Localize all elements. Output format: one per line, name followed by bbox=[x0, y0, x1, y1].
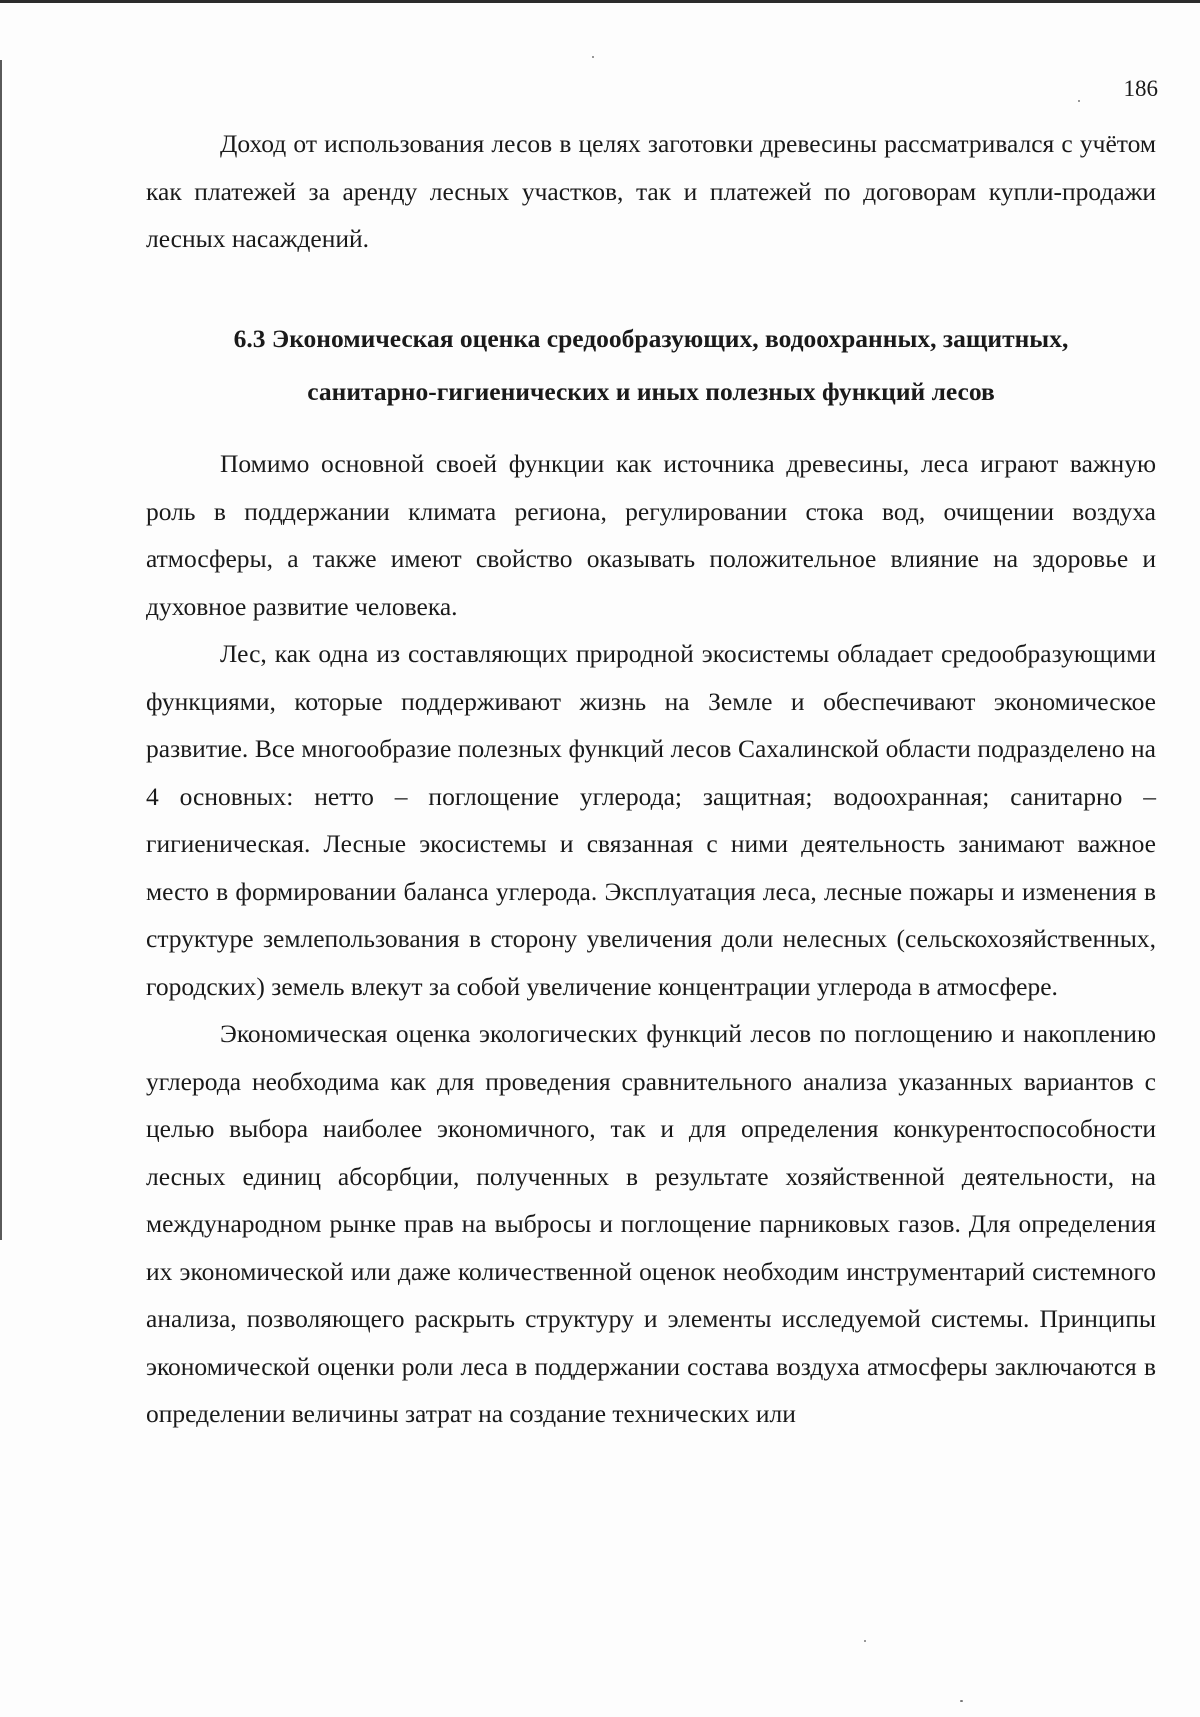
section-heading-line-2: санитарно-гигиенических и иных полезных функций лесов bbox=[307, 377, 995, 406]
body-text-block bbox=[146, 440, 1156, 1438]
body-paragraph-3: Экономическая оценка экологических функций лесов по поглощению и накоплению углерода необходима как для проведения сравнительного анализа указанных вариантов с целью выбора наиболее экономичного, так и для определения конкурентоспособности лесных единиц абсорбции, полученных в результате хозяйственной деятельности, на международном рынке прав на выбросы и поглощение парниковых газов. Для определения их экономической или даже количественной оценок необходим инструментарий системного анализа, позволяющего раскрыть структуру и элементы исследуемой системы. Принципы экономической оценки роли леса в поддержании состава воздуха атмосферы заключаются в определении величины затрат на создание технических или bbox=[146, 1019, 1156, 1428]
body-paragraph-2: Лес, как одна из составляющих природной экосистемы обладает средообразующими функциями, которые поддерживают жизнь на Земле и обеспечивают экономическое развитие. Все многообразие полезных функций лесов Сахалинской области подразделено на 4 основных: нетто – поглощение углерода; защитная; водоохранная; санитарно – гигиеническая. Лесные экосистемы и связанная с ними деятельность занимают важное место в формировании баланса углерода. Эксплуатация леса, лесные пожары и изменения в структуре землепользования в сторону увеличения доли нелесных (сельскохозяйственных, городских) земель влекут за собой увеличение концентрации углерода в атмосфере. bbox=[146, 639, 1156, 1001]
scan-speck bbox=[960, 1700, 963, 1702]
page-number: 186 bbox=[1123, 76, 1158, 101]
section-heading bbox=[146, 312, 1156, 418]
section-heading-line-1: 6.3 Экономическая оценка средообразующих, водоохранных, защитных, bbox=[233, 324, 1069, 353]
intro-text-block bbox=[146, 120, 1156, 263]
body-paragraph-1: Помимо основной своей функции как источника древесины, леса играют важную роль в поддержании климата региона, регулировании стока вод, очищении воздуха атмосферы, а также имеют свойство оказывать положительное влияние на здоровье и духовное развитие человека. bbox=[146, 449, 1156, 621]
intro-paragraph: Доход от использования лесов в целях заготовки древесины рассматривался с учётом как платежей за аренду лесных участков, так и платежей по договорам купли-продажи лесных насаждений. bbox=[146, 129, 1156, 253]
scan-speck bbox=[864, 1640, 866, 1642]
scan-speck bbox=[592, 56, 594, 58]
scan-speck bbox=[1078, 100, 1080, 102]
scan-left-edge bbox=[0, 60, 2, 1240]
scan-top-edge bbox=[0, 0, 1200, 3]
